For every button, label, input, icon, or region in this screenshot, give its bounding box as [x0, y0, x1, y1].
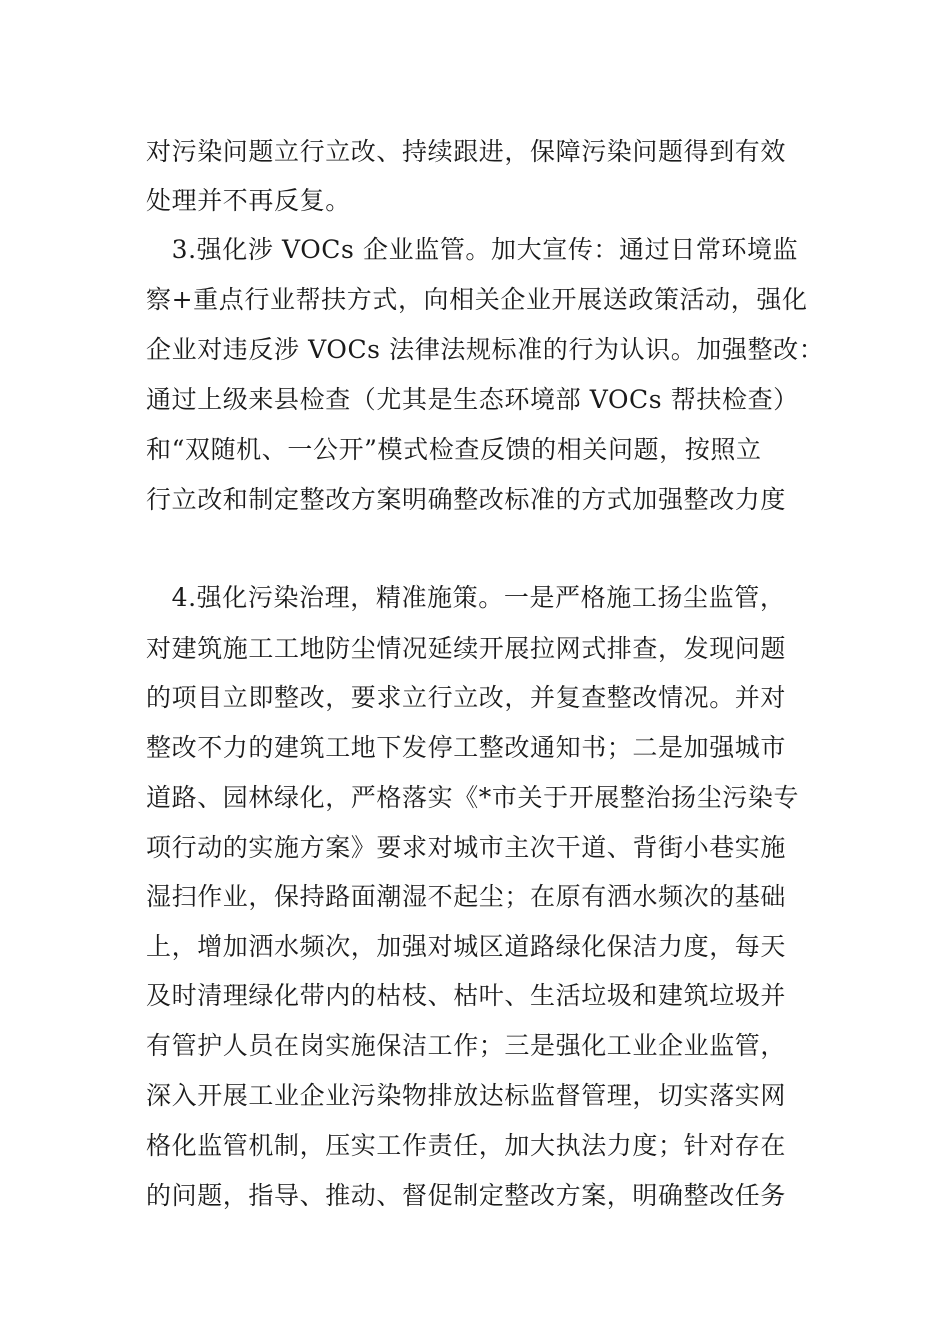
text-line: 通过上级来县检查（尤其是生态环境部 VOCs 帮扶检查）	[146, 385, 799, 414]
text-line: 3.强化涉 VOCs 企业监管。加大宣传：通过日常环境监	[146, 235, 799, 264]
text-line: 道路、园林绿化，严格落实《*市关于开展整治扬尘污染专	[146, 783, 800, 812]
text-line: 项行动的实施方案》要求对城市主次干道、背街小巷实施	[146, 833, 787, 862]
text-line: 上，增加洒水频次，加强对城区道路绿化保洁力度，每天	[146, 932, 787, 961]
text-line: 格化监管机制，压实工作责任，加大执法力度；针对存在	[146, 1131, 787, 1160]
text-line: 对建筑施工工地防尘情况延续开展拉网式排查，发现问题	[146, 634, 787, 663]
text-line: 深入开展工业企业污染物排放达标监督管理，切实落实网	[146, 1081, 787, 1110]
text-line: 有管护人员在岗实施保洁工作；三是强化工业企业监管，	[146, 1031, 787, 1060]
text-line: 对污染问题立行立改、持续跟进，保障污染问题得到有效	[146, 137, 787, 166]
text-line: 的项目立即整改，要求立行立改，并复查整改情况。并对	[146, 683, 787, 712]
text-line: 行立改和制定整改方案明确整改标准的方式加强整改力度	[146, 485, 787, 514]
text-line: 4.强化污染治理，精准施策。一是严格施工扬尘监管，	[146, 583, 786, 612]
text-line: 湿扫作业，保持路面潮湿不起尘；在原有洒水频次的基础	[146, 882, 787, 911]
text-line: 及时清理绿化带内的枯枝、枯叶、生活垃圾和建筑垃圾并	[146, 981, 787, 1010]
text-line: 处理并不再反复。	[146, 186, 351, 215]
text-line: 企业对违反涉 VOCs 法律法规标准的行为认识。加强整改：	[146, 335, 825, 364]
text-line: 和“双随机、一公开”模式检查反馈的相关问题，按照立	[146, 435, 762, 464]
text-line: 察+重点行业帮扶方式，向相关企业开展送政策活动，强化	[146, 285, 808, 314]
text-line: 的问题，指导、推动、督促制定整改方案，明确整改任务	[146, 1181, 787, 1210]
text-line: 整改不力的建筑工地下发停工整改通知书；二是加强城市	[146, 733, 787, 762]
